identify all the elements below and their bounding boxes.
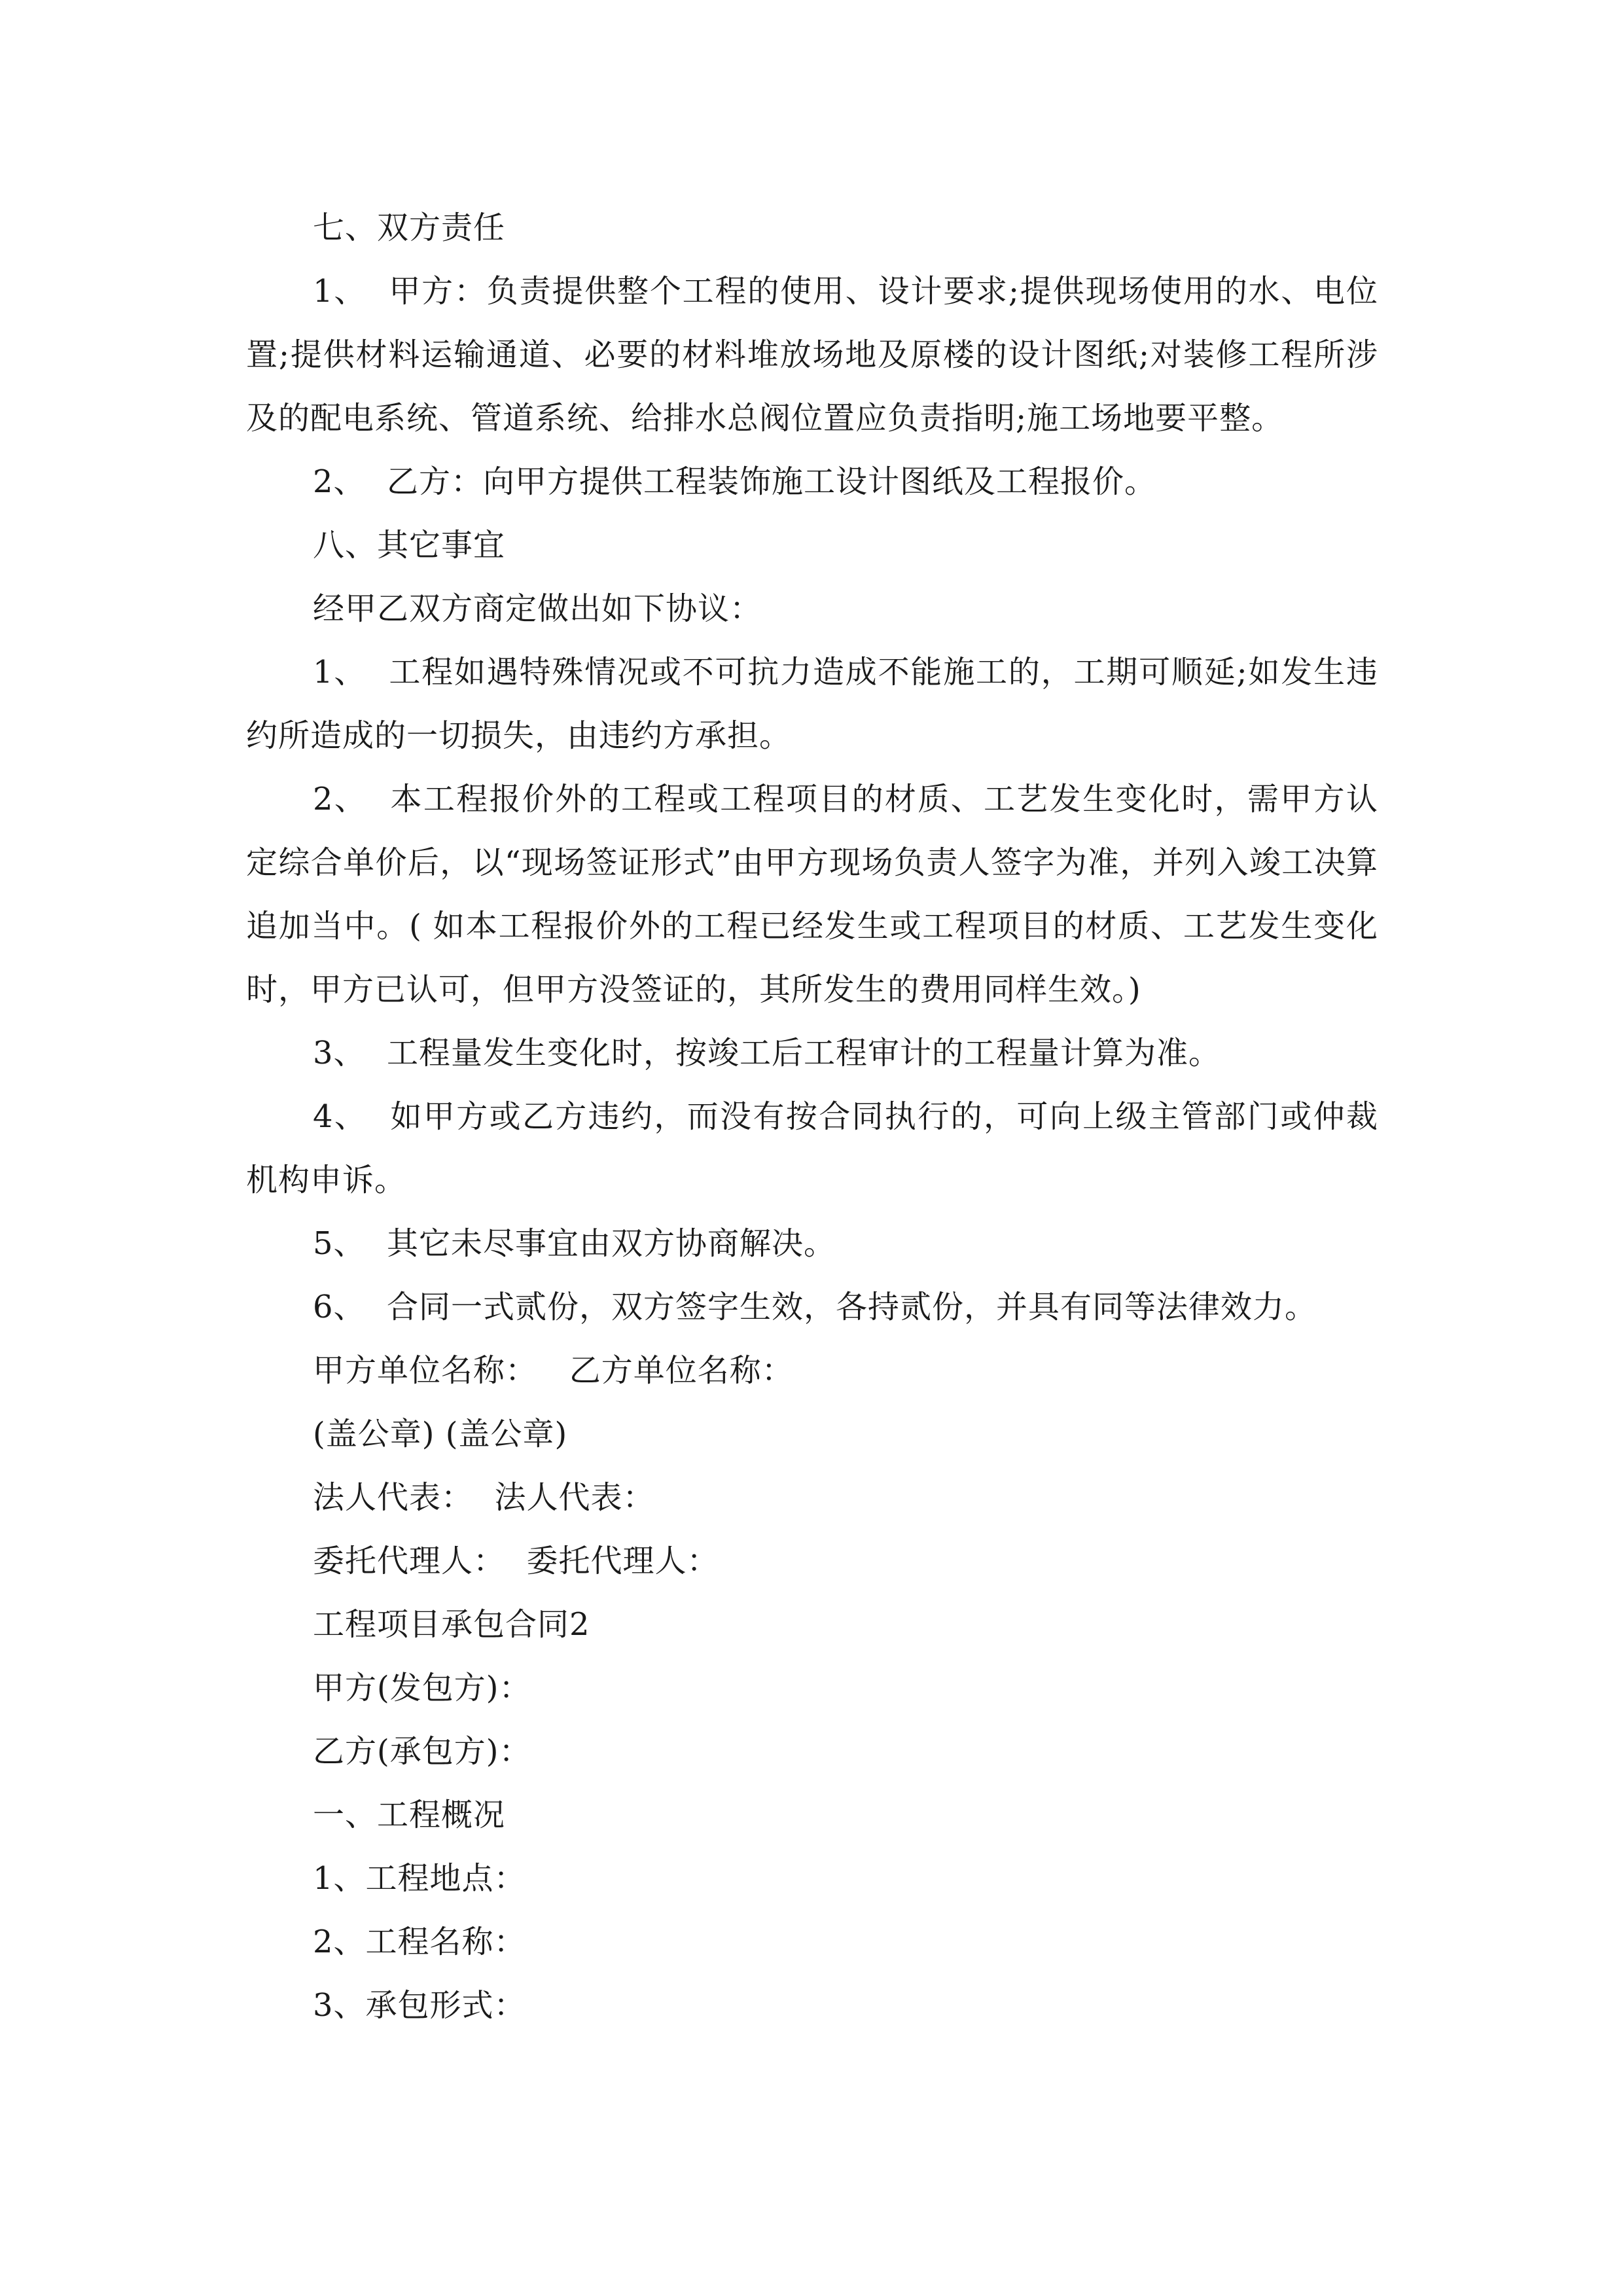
clause-copies: 6、 合同一式贰份，双方签字生效，各持贰份，并具有同等法律效力。 xyxy=(313,1289,1317,1325)
party-b-line: 乙方(承包方)： xyxy=(313,1733,531,1770)
agreement-intro: 经甲乙双方商定做出如下协议： xyxy=(313,590,762,627)
signature-legal-reps: 法人代表： 法人代表： xyxy=(313,1479,655,1516)
clause-other-matters: 5、 其它未尽事宜由双方协商解决。 xyxy=(313,1225,836,1262)
clause-force-majeure: 1、 工程如遇特殊情况或不可抗力造成不能施工的，工期可顺延;如发生违约所造成的一切损失，由违约方承担。 xyxy=(246,654,1378,754)
clause-breach: 4、 如甲方或乙方违约，而没有按合同执行的，可向上级主管部门或仲裁机构申诉。 xyxy=(246,1098,1378,1198)
clause-quantity-changes: 3、 工程量发生变化时，按竣工后工程审计的工程量计算为准。 xyxy=(313,1035,1221,1071)
document-page xyxy=(246,196,1378,2037)
signature-unit-names: 甲方单位名称： 乙方单位名称： xyxy=(313,1352,794,1389)
clause-party-a-duties: 1、 甲方：负责提供整个工程的使用、设计要求;提供现场使用的水、电位置;提供材料运输通道、必要的材料堆放场地及原楼的设计图纸;对装修工程所涉及的配电系统、管道系统、给排水总阀位置应负责指明;施工场地要平整。 xyxy=(246,273,1378,437)
clause-party-b-duties: 2、 乙方：向甲方提供工程装饰施工设计图纸及工程报价。 xyxy=(313,463,1157,500)
section-heading-other-matters: 八、其它事宜 xyxy=(313,527,506,564)
signature-seals: (盖公章) (盖公章) xyxy=(313,1416,568,1452)
overview-location: 1、工程地点： xyxy=(313,1860,526,1897)
signature-agents: 委托代理人： 委托代理人： xyxy=(313,1543,719,1579)
section-heading-responsibilities: 七、双方责任 xyxy=(313,209,506,246)
section-heading-overview: 一、工程概况 xyxy=(313,1797,506,1833)
contract-2-title: 工程项目承包合同2 xyxy=(313,1606,590,1643)
overview-project-name: 2、工程名称： xyxy=(313,1924,526,1960)
clause-change-orders: 2、 本工程报价外的工程或工程项目的材质、工艺发生变化时，需甲方认定综合单价后，以“现场签证形式”由甲方现场负责人签字为准，并列入竣工决算追加当中。( 如本工程报价外的工程已经发生或工程项目的材质、工艺发生变化时，甲方已认可，但甲方没签证的，其所发生的费用同样生效。) xyxy=(246,781,1378,1008)
party-a-line: 甲方(发包方)： xyxy=(313,1670,531,1706)
overview-contract-form: 3、承包形式： xyxy=(313,1987,526,2024)
